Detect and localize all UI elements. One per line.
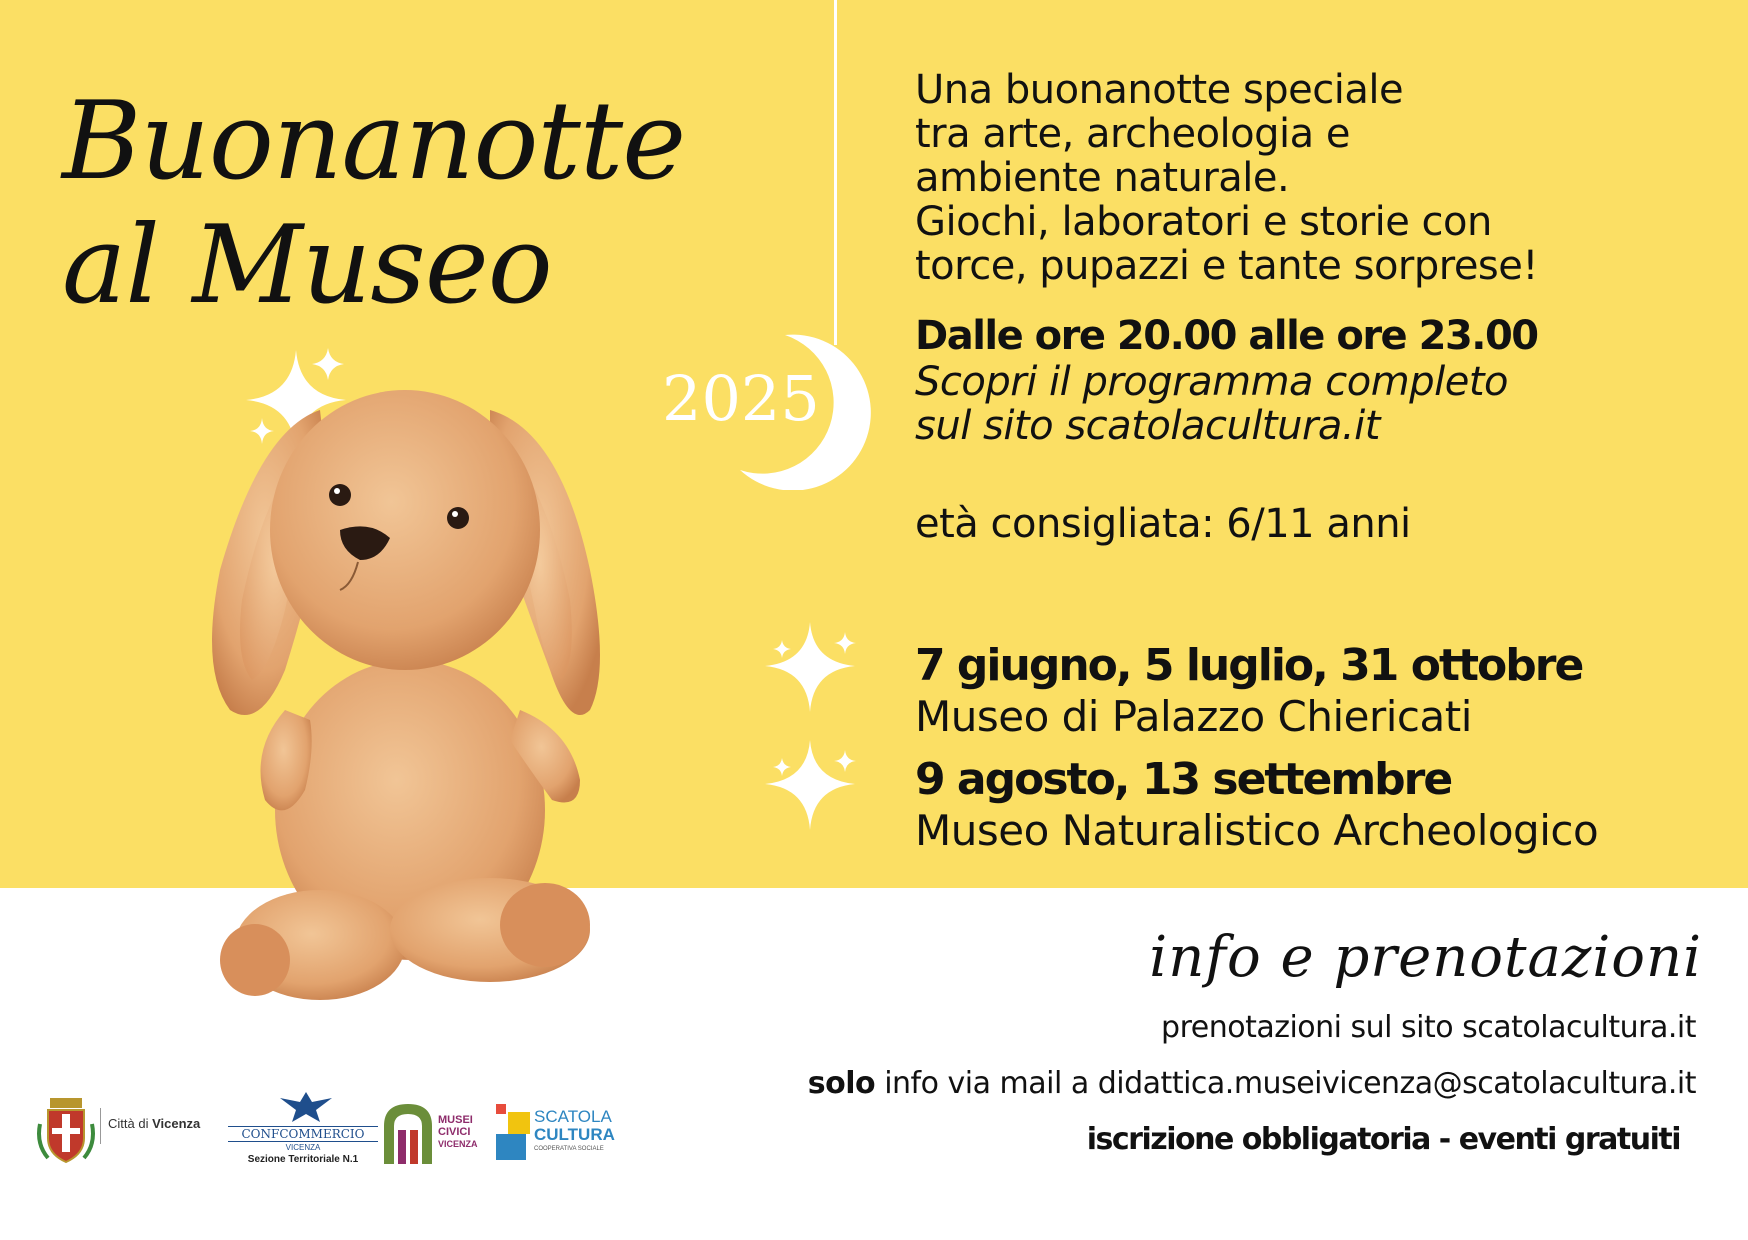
registration-notice: iscrizione obbligatoria - eventi gratuiti: [1086, 1122, 1680, 1157]
scatola-line: CULTURA: [534, 1125, 615, 1144]
event-description: [915, 68, 1715, 546]
mail-text: info via mail a: [875, 1066, 1098, 1101]
vicenza-coat-of-arms-icon: [36, 1094, 96, 1166]
poster-title: [62, 80, 685, 328]
info-block: [808, 1000, 1696, 1168]
musei-civici-arch-icon: [380, 1100, 436, 1164]
scatola-cultura-box-icon: [496, 1104, 532, 1160]
moon-hanging-line: [834, 0, 837, 345]
recommended-age: età consigliata: 6/11 anni: [915, 501, 1411, 547]
intro-line: torce, pupazzi e tante sorprese!: [915, 243, 1538, 289]
musei-line: MUSEI: [438, 1114, 473, 1126]
sparkle-icon: [760, 612, 870, 722]
intro-text: [915, 68, 1715, 288]
opening-hours: Dalle ore 20.00 alle ore 23.00: [915, 313, 1538, 359]
logo-divider: [100, 1108, 101, 1144]
event-venue-2: Museo Naturalistico Archeologico: [915, 806, 1599, 855]
intro-line: Una buonanotte speciale: [915, 67, 1404, 113]
confcommercio-section: Sezione Territoriale N.1: [247, 1154, 359, 1165]
title-line-1: Buonanotte: [62, 79, 686, 204]
intro-line: ambiente naturale.: [915, 155, 1290, 201]
intro-line: tra arte, archeologia e: [915, 111, 1350, 157]
event-dates-2: 9 agosto, 13 settembre: [915, 754, 1452, 805]
vicenza-logo-text: [108, 1116, 200, 1131]
event-venue-1: Museo di Palazzo Chiericati: [915, 692, 1472, 741]
scatola-cultura-text: [534, 1108, 615, 1154]
mail-info: [808, 1056, 1696, 1112]
program-note: [915, 360, 1715, 448]
program-line: Scopri il programma completo: [915, 359, 1508, 405]
eagle-icon: [276, 1088, 336, 1124]
event-dates: [915, 640, 1735, 868]
scatola-line: COOPERATIVA SOCIALE: [534, 1146, 604, 1152]
intro-line: Giochi, laboratori e storie con: [915, 199, 1492, 245]
program-line: sul sito scatolacultura.it: [915, 403, 1380, 449]
musei-line: VICENZA: [438, 1139, 478, 1149]
title-line-2: al Museo: [62, 203, 552, 328]
vicenza-name: Vicenza: [152, 1116, 201, 1131]
musei-civici-text: [438, 1114, 478, 1150]
plush-bunny-illustration: [190, 370, 670, 1010]
sponsor-logos: [36, 1088, 636, 1168]
sparkle-icon: [760, 730, 870, 840]
info-heading: info e prenotazioni: [1149, 925, 1702, 990]
musei-line: CIVICI: [438, 1126, 471, 1138]
confcommercio-name: CONFCOMMERCIO: [228, 1126, 378, 1142]
mail-address-link[interactable]: didattica.museivicenza@scatolacultura.it: [1097, 1066, 1696, 1101]
booking-info: prenotazioni sul sito scatolacultura.it: [1161, 1010, 1696, 1045]
confcommercio-city: VICENZA: [285, 1143, 321, 1152]
mail-prefix: solo: [807, 1066, 876, 1101]
vicenza-prefix: Città di: [108, 1116, 149, 1131]
event-dates-1: 7 giugno, 5 luglio, 31 ottobre: [915, 640, 1583, 691]
scatola-line: SCATOLA: [534, 1107, 612, 1126]
year-label: 2025: [662, 362, 820, 435]
